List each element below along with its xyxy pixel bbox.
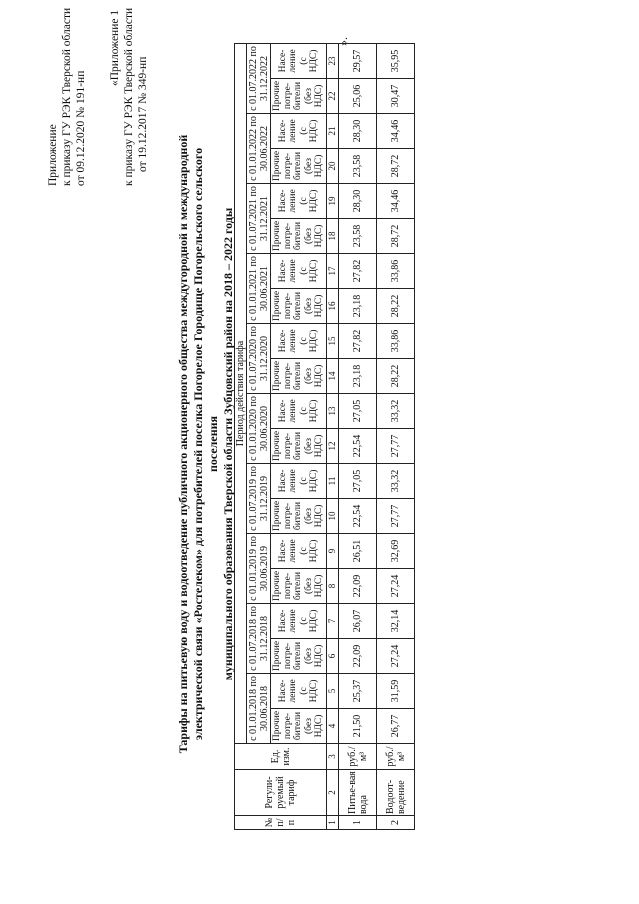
subheader-population: Насе-ление (с НДС)	[271, 464, 327, 499]
row-unit-cell: руб./м³	[377, 744, 415, 770]
subheader-other-consumers: Прочие потре-бители (без НДС)	[271, 289, 327, 324]
subheader-other-consumers: Прочие потре-бители (без НДС)	[271, 639, 327, 674]
subheader-other-consumers: Прочие потре-бители (без НДС)	[271, 499, 327, 534]
tariff-value-cell: 25,37	[339, 674, 377, 709]
subheader-population: Насе-ление (с НДС)	[271, 324, 327, 359]
tariff-value-cell: 28,22	[377, 289, 415, 324]
tariff-value-cell: 23,18	[339, 359, 377, 394]
tariff-value-cell: 33,32	[377, 394, 415, 429]
period-cell: с 01.01.2018 по 30.06.2018	[247, 674, 271, 744]
tariff-value-cell: 23,58	[339, 219, 377, 254]
tariff-value-cell: 26,51	[339, 534, 377, 569]
column-number-cell: 7	[327, 604, 339, 639]
table-row	[377, 44, 415, 830]
tariff-value-cell: 22,54	[339, 429, 377, 464]
column-number-cell: 4	[327, 709, 339, 744]
order-header-line: к приказу ГУ РЭК Тверской области	[61, 7, 73, 186]
tariff-value-cell: 28,30	[339, 114, 377, 149]
subheader-population: Насе-ление (с НДС)	[271, 674, 327, 709]
column-number-cell: 3	[327, 744, 339, 770]
period-cell: с 01.07.2021 по 31.12.2021	[247, 184, 271, 254]
column-number-cell: 13	[327, 394, 339, 429]
column-number-cell: 23	[327, 44, 339, 79]
order-header-line: Приложение	[47, 124, 59, 186]
tariff-value-cell: 26,77	[377, 709, 415, 744]
period-cell: с 01.07.2018 по 31.12.2018	[247, 604, 271, 674]
column-number-cell: 14	[327, 359, 339, 394]
order-header-line: от 09.12.2020 № 191-нп	[75, 70, 87, 186]
period-cell: с 01.01.2022 по 30.06.2022	[247, 114, 271, 184]
tariff-value-cell: 35,95	[377, 44, 415, 79]
tariff-value-cell: 21,50	[339, 709, 377, 744]
appendix-header-line: к приказу ГУ РЭК Тверской области	[123, 7, 135, 186]
subheader-population: Насе-ление (с НДС)	[271, 394, 327, 429]
appendix-header	[108, 8, 150, 186]
row-number-cell: 1	[339, 816, 377, 830]
appendix-header-line: «Приложение 1	[109, 9, 121, 86]
tariff-value-cell: 28,72	[377, 149, 415, 184]
tariff-value-cell: 30,47	[377, 79, 415, 114]
tariff-value-cell: 27,05	[339, 464, 377, 499]
column-number-cell: 9	[327, 534, 339, 569]
col-header-num: № п/п	[235, 816, 327, 830]
tariff-value-cell: 22,09	[339, 569, 377, 604]
tariff-value-cell: 23,58	[339, 149, 377, 184]
tariff-value-cell: 29,57	[339, 44, 377, 79]
document-title	[176, 134, 236, 754]
row-number-cell: 2	[377, 816, 415, 830]
tariff-value-cell: 33,86	[377, 324, 415, 359]
subheader-other-consumers: Прочие потре-бители (без НДС)	[271, 429, 327, 464]
column-number-cell: 21	[327, 114, 339, 149]
column-number-cell: 20	[327, 149, 339, 184]
tariff-value-cell: 23,18	[339, 289, 377, 324]
column-number-row	[327, 44, 339, 830]
subheader-other-consumers: Прочие потре-бители (без НДС)	[271, 709, 327, 744]
subheader-population: Насе-ление (с НДС)	[271, 184, 327, 219]
tariff-value-cell: 28,30	[339, 184, 377, 219]
subheader-row	[271, 44, 327, 830]
period-cell: с 01.07.2019 по 31.12.2019	[247, 464, 271, 534]
tariff-value-cell: 28,72	[377, 219, 415, 254]
title-line: электрической связи «Ростелеком» для потребителей поселка Погорелое Городище Погорельского сельского поселения	[191, 147, 220, 741]
tariff-value-cell: 34,46	[377, 114, 415, 149]
tariff-value-cell: 27,77	[377, 499, 415, 534]
period-cell: с 01.01.2020 по 30.06.2020	[247, 394, 271, 464]
column-number-cell: 8	[327, 569, 339, 604]
tariff-value-cell: 31,59	[377, 674, 415, 709]
column-number-cell: 12	[327, 429, 339, 464]
column-number-cell: 22	[327, 79, 339, 114]
period-cell: с 01.07.2022 по 31.12.2022	[247, 44, 271, 114]
subheader-population: Насе-ление (с НДС)	[271, 114, 327, 149]
title-line: Тарифы на питьевую воду и водоотведение публичного акционерного общества междугородной и международной	[176, 134, 190, 754]
tariff-value-cell: 27,82	[339, 254, 377, 289]
row-unit-cell: руб./м³	[339, 744, 377, 770]
column-number-cell: 17	[327, 254, 339, 289]
subheader-other-consumers: Прочие потре-бители (без НДС)	[271, 149, 327, 184]
row-tariff-name: Водоот-ведение	[377, 770, 415, 816]
subheader-other-consumers: Прочие потре-бители (без НДС)	[271, 569, 327, 604]
period-cell: с 01.01.2021 по 30.06.2021	[247, 254, 271, 324]
column-number-cell: 16	[327, 289, 339, 324]
tariff-value-cell: 22,09	[339, 639, 377, 674]
tariff-value-cell: 27,82	[339, 324, 377, 359]
tariff-value-cell: 32,69	[377, 534, 415, 569]
column-number-cell: 10	[327, 499, 339, 534]
subheader-population: Насе-ление (с НДС)	[271, 534, 327, 569]
tariff-value-cell: 34,46	[377, 184, 415, 219]
order-header	[46, 8, 88, 186]
col-header-tariff: Регули-руемый тариф	[235, 770, 327, 816]
period-cell: с 01.01.2019 по 30.06.2019	[247, 534, 271, 604]
tariff-value-cell: 25,06	[339, 79, 377, 114]
tariff-value-cell: 32,14	[377, 604, 415, 639]
row-tariff-name: Питье-вая вода	[339, 770, 377, 816]
appendix-header-line: от 19.12.2017 № 349-нп	[137, 56, 149, 172]
subheader-population: Насе-ление (с НДС)	[271, 604, 327, 639]
column-number-cell: 19	[327, 184, 339, 219]
tariff-value-cell: 27,24	[377, 569, 415, 604]
column-number-cell: 18	[327, 219, 339, 254]
tariff-value-cell: 27,05	[339, 394, 377, 429]
column-number-cell: 1	[327, 816, 339, 830]
subheader-population: Насе-ление (с НДС)	[271, 44, 327, 79]
title-line: муниципального образования Тверской области Зубцовский район на 2018 – 2022 годы	[221, 207, 235, 681]
tariff-value-cell: 28,22	[377, 359, 415, 394]
tariff-value-cell: 22,54	[339, 499, 377, 534]
tariff-value-cell: 27,24	[377, 639, 415, 674]
tariff-table	[234, 43, 415, 830]
subheader-population: Насе-ление (с НДС)	[271, 254, 327, 289]
period-header: Период действия тарифа	[235, 44, 247, 744]
table-row	[339, 44, 377, 830]
column-number-cell: 11	[327, 464, 339, 499]
closing-quote: ».	[336, 37, 350, 46]
col-header-unit: Ед. изм.	[235, 744, 327, 770]
subheader-other-consumers: Прочие потре-бители (без НДС)	[271, 359, 327, 394]
column-number-cell: 2	[327, 770, 339, 816]
column-number-cell: 6	[327, 639, 339, 674]
tariff-value-cell: 27,77	[377, 429, 415, 464]
column-number-cell: 5	[327, 674, 339, 709]
tariff-value-cell: 33,86	[377, 254, 415, 289]
column-number-cell: 15	[327, 324, 339, 359]
tariff-value-cell: 33,32	[377, 464, 415, 499]
period-cell: с 01.07.2020 по 31.12.2020	[247, 324, 271, 394]
tariff-value-cell: 26,07	[339, 604, 377, 639]
subheader-other-consumers: Прочие потре-бители (без НДС)	[271, 219, 327, 254]
period-row	[247, 44, 271, 830]
subheader-other-consumers: Прочие потре-бители (без НДС)	[271, 79, 327, 114]
